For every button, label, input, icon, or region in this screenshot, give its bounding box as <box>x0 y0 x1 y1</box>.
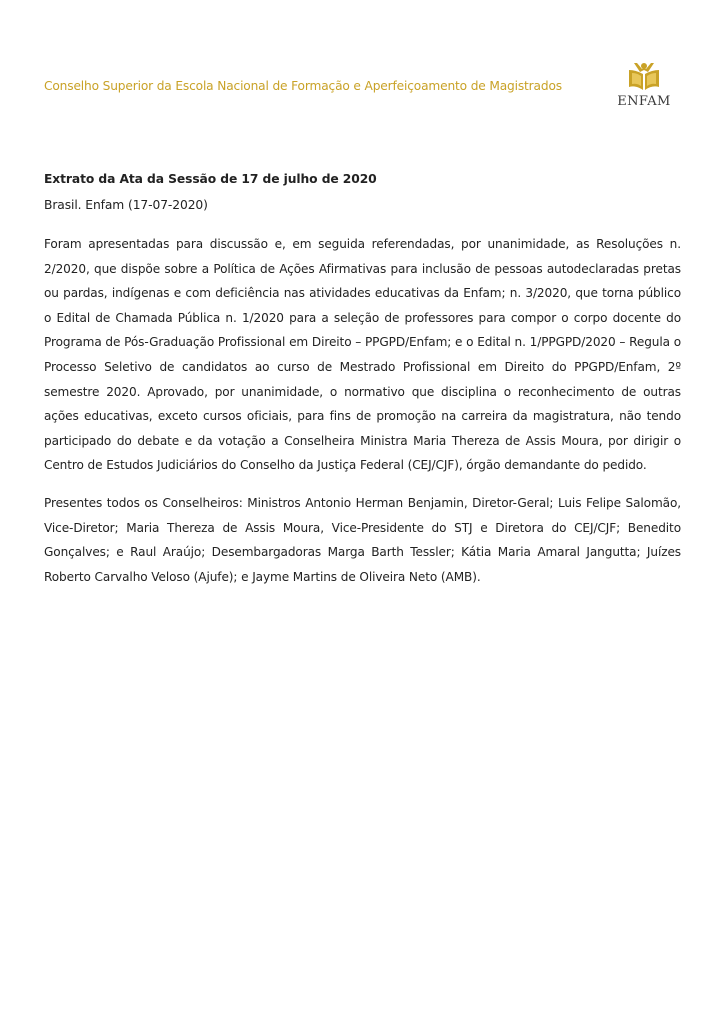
document-body <box>44 170 681 589</box>
institution-header: Conselho Superior da Escola Nacional de Formação e Aperfeiçoamento de Magistrados <box>44 79 562 93</box>
enfam-logo <box>612 60 676 112</box>
logo-text: ENFAM <box>617 94 671 109</box>
document-title: Extrato da Ata da Sessão de 17 de julho de 2020 <box>44 172 377 186</box>
paragraph-resolutions: Foram apresentadas para discussão e, em seguida referendadas, por unanimidade, as Resoluções n. 2/2020, que dispõe sobre a Política de Ações Afirmativas para inclusão de pessoas autodeclaradas pretas ou pardas, indígenas e com deficiência nas atividades educativas da Enfam; n. 3/2020, que torna público o Edital de Chamada Pública n. 1/2020 para a seleção de professores para compor o corpo docente do Programa de Pós-Graduação Profissional em Direito – PPGPD/Enfam; e o Edital n. 1/PPGPD/2020 – Regula o Processo Seletivo de candidatos ao curso de Mestrado Profissional em Direito do PPGPD/Enfam, 2º semestre 2020. Aprovado, por unanimidade, o normativo que disciplina o reconhecimento de outras ações educativas, exceto cursos oficiais, para fins de promoção na carreira da magistratura, não tendo participado do debate e da votação a Conselheira Ministra Maria Thereza de Assis Moura, por dirigir o Centro de Estudos Judiciários do Conselho da Justiça Federal (CEJ/CJF), órgão demandante do pedido. <box>44 237 681 473</box>
document-subtitle: Brasil. Enfam (17-07-2020) <box>44 198 208 212</box>
paragraph-attendees: Presentes todos os Conselheiros: Ministros Antonio Herman Benjamin, Diretor-Geral; Luis Felipe Salomão, Vice-Diretor; Maria Thereza de Assis Moura, Vice-Presidente do STJ e Diretora do CEJ/CJF; Benedito Gonçalves; e Raul Araújo; Desembargadoras Marga Barth Tessler; Kátia Maria Amaral Jangutta; Juízes Roberto Carvalho Veloso (Ajufe); e Jayme Martins de Oliveira Neto (AMB). <box>44 495 681 584</box>
enfam-book-figure-icon <box>626 60 662 92</box>
